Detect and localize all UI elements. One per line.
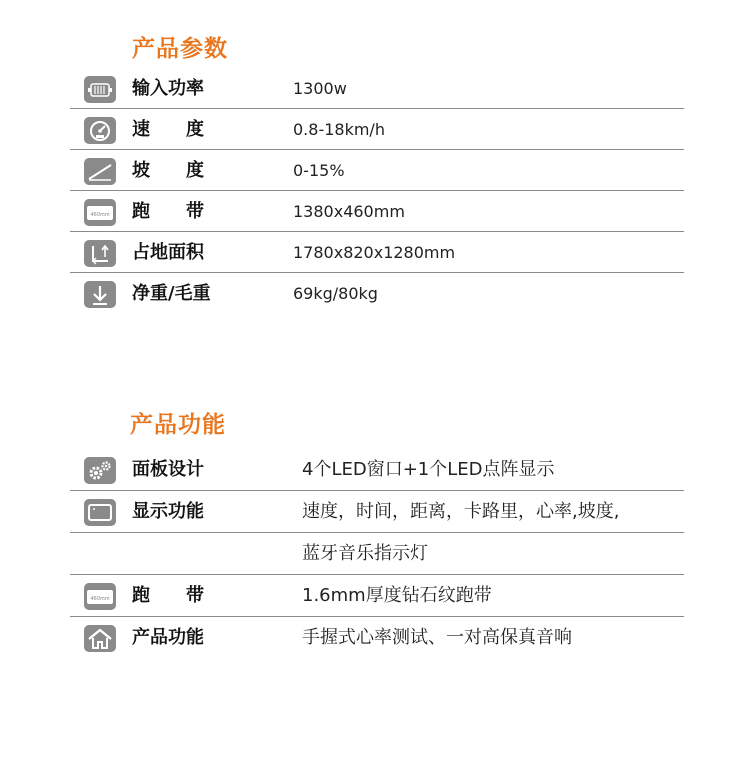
- incline-icon: [84, 158, 116, 185]
- table-row: [70, 533, 684, 575]
- param-value: 1780x820x1280mm: [293, 243, 456, 262]
- dimensions-icon: [84, 240, 116, 267]
- display-icon: [84, 499, 116, 526]
- parameters-table: [70, 68, 684, 314]
- feature-value: 速度，时间，距离，卡路里，心率,坡度,: [302, 501, 620, 522]
- belt-icon: [84, 583, 116, 610]
- table-row: [70, 191, 684, 232]
- param-label: 坡 度: [132, 160, 204, 181]
- table-row: [70, 109, 684, 150]
- motor-icon: [84, 76, 116, 103]
- param-label: 速 度: [132, 119, 204, 140]
- table-row: [70, 273, 684, 314]
- param-label: 净重/毛重: [132, 283, 211, 304]
- param-value: 69kg/80kg: [293, 284, 378, 303]
- section-title-parameters: 产品参数: [132, 36, 228, 62]
- table-row: [70, 617, 684, 659]
- speedometer-icon: [84, 117, 116, 144]
- belt-icon-text: 460mm: [90, 595, 110, 602]
- table-row: [70, 491, 684, 533]
- param-value: 1300w: [293, 79, 347, 98]
- feature-value: 手握式心率测试、一对高保真音响: [302, 627, 572, 648]
- belt-icon-text: 460mm: [90, 211, 110, 218]
- feature-label: 产品功能: [132, 627, 204, 648]
- table-row: [70, 232, 684, 273]
- feature-label: 显示功能: [132, 501, 204, 522]
- param-label: 跑 带: [132, 201, 204, 222]
- table-row: [70, 68, 684, 109]
- home-icon: [84, 625, 116, 652]
- param-value: 0.8-18km/h: [293, 120, 385, 139]
- feature-value: 蓝牙音乐指示灯: [302, 543, 428, 564]
- weight-down-icon: [84, 281, 116, 308]
- feature-label: 面板设计: [132, 459, 204, 480]
- table-row: [70, 150, 684, 191]
- belt-icon: [84, 199, 116, 226]
- section-title-features: 产品功能: [130, 412, 226, 438]
- features-table: [70, 449, 684, 659]
- table-row: [70, 575, 684, 617]
- param-label: 输入功率: [132, 78, 204, 99]
- param-value: 1380x460mm: [293, 202, 405, 221]
- feature-value: 4个LED窗口+1个LED点阵显示: [302, 459, 555, 480]
- feature-label: 跑 带: [132, 585, 204, 606]
- feature-value: 1.6mm厚度钻石纹跑带: [302, 585, 492, 606]
- gears-icon: [84, 457, 116, 484]
- param-label: 占地面积: [132, 242, 204, 263]
- param-value: 0-15%: [293, 161, 345, 180]
- table-row: [70, 449, 684, 491]
